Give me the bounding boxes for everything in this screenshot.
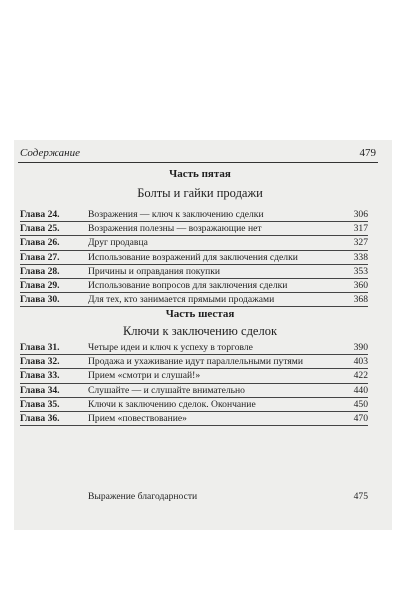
part6-title: Часть шестая <box>165 308 235 320</box>
toc-row[interactable] <box>20 355 368 369</box>
acknowledgements-page: 475 <box>353 491 368 502</box>
chapter-page: 306 <box>353 209 368 220</box>
chapter-title: Возражения — ключ к заключению сделки <box>88 209 264 220</box>
toc-row[interactable] <box>20 251 368 265</box>
chapter-page: 368 <box>353 294 368 306</box>
toc-row[interactable] <box>20 341 368 355</box>
toc-row[interactable] <box>20 412 368 426</box>
chapter-title: Причины и оправдания покупки <box>88 265 221 277</box>
running-head-page-number: 479 <box>359 147 376 159</box>
chapter-page: 403 <box>353 356 368 368</box>
chapter-page: 450 <box>353 398 368 410</box>
toc-row[interactable] <box>20 208 368 222</box>
chapter-label: Глава 36. <box>20 412 60 424</box>
chapter-label: Глава 33. <box>20 370 60 382</box>
toc-row[interactable] <box>20 398 368 412</box>
chapter-label: Глава 32. <box>20 356 60 368</box>
part5-subtitle: Болты и гайки продажи <box>137 186 263 200</box>
chapter-title: Возражения полезны — возражающие нет <box>88 223 262 235</box>
toc-row[interactable] <box>20 236 368 250</box>
acknowledgements-title: Выражение благодарности <box>88 491 198 502</box>
chapter-page: 360 <box>353 279 368 291</box>
chapter-label: Глава 24. <box>20 209 60 220</box>
chapter-page: 440 <box>353 384 368 396</box>
toc-row[interactable] <box>20 293 368 307</box>
toc-row[interactable] <box>20 265 368 279</box>
chapter-label: Глава 31. <box>20 342 60 353</box>
chapter-label: Глава 28. <box>20 265 60 277</box>
chapter-title: Использование вопросов для заключения сделки <box>88 279 288 291</box>
part6-chapter-list <box>20 341 368 426</box>
chapter-title: Четыре идеи и ключ к успеху в торговле <box>88 342 253 353</box>
running-head-title: Содержание <box>20 147 81 159</box>
chapter-title: Друг продавца <box>88 237 148 249</box>
running-head <box>20 147 376 159</box>
chapter-page: 353 <box>353 265 368 277</box>
chapter-title: Ключи к заключению сделок. Окончание <box>88 398 256 410</box>
chapter-page: 470 <box>353 412 368 424</box>
chapter-page: 390 <box>353 342 368 353</box>
chapter-title: Прием «повествование» <box>88 412 187 424</box>
chapter-page: 422 <box>353 370 368 382</box>
part5-chapter-list <box>20 208 368 307</box>
chapter-title: Для тех, кто занимается прямыми продажами <box>88 294 275 306</box>
chapter-label: Глава 25. <box>20 223 60 235</box>
toc-row[interactable] <box>20 369 368 383</box>
chapter-title: Продажа и ухаживание идут параллельными путями <box>88 356 304 368</box>
chapter-page: 327 <box>353 237 368 249</box>
chapter-title: Использование возражений для заключения сделки <box>88 251 298 263</box>
header-rule <box>18 162 378 163</box>
part5-title: Часть пятая <box>169 168 231 180</box>
toc-row[interactable] <box>20 279 368 293</box>
chapter-page: 317 <box>353 223 368 235</box>
part6-subtitle: Ключи к заключению сделок <box>122 324 278 338</box>
chapter-label: Глава 30. <box>20 294 60 306</box>
chapter-label: Глава 29. <box>20 279 60 291</box>
chapter-label: Глава 26. <box>20 237 60 249</box>
chapter-title: Прием «смотри и слушай!» <box>88 370 201 382</box>
toc-row[interactable] <box>20 384 368 398</box>
chapter-label: Глава 35. <box>20 398 60 410</box>
toc-row[interactable] <box>20 222 368 236</box>
chapter-label: Глава 34. <box>20 384 60 396</box>
chapter-page: 338 <box>353 251 368 263</box>
chapter-label: Глава 27. <box>20 251 60 263</box>
chapter-title: Слушайте — и слушайте внимательно <box>88 384 245 396</box>
